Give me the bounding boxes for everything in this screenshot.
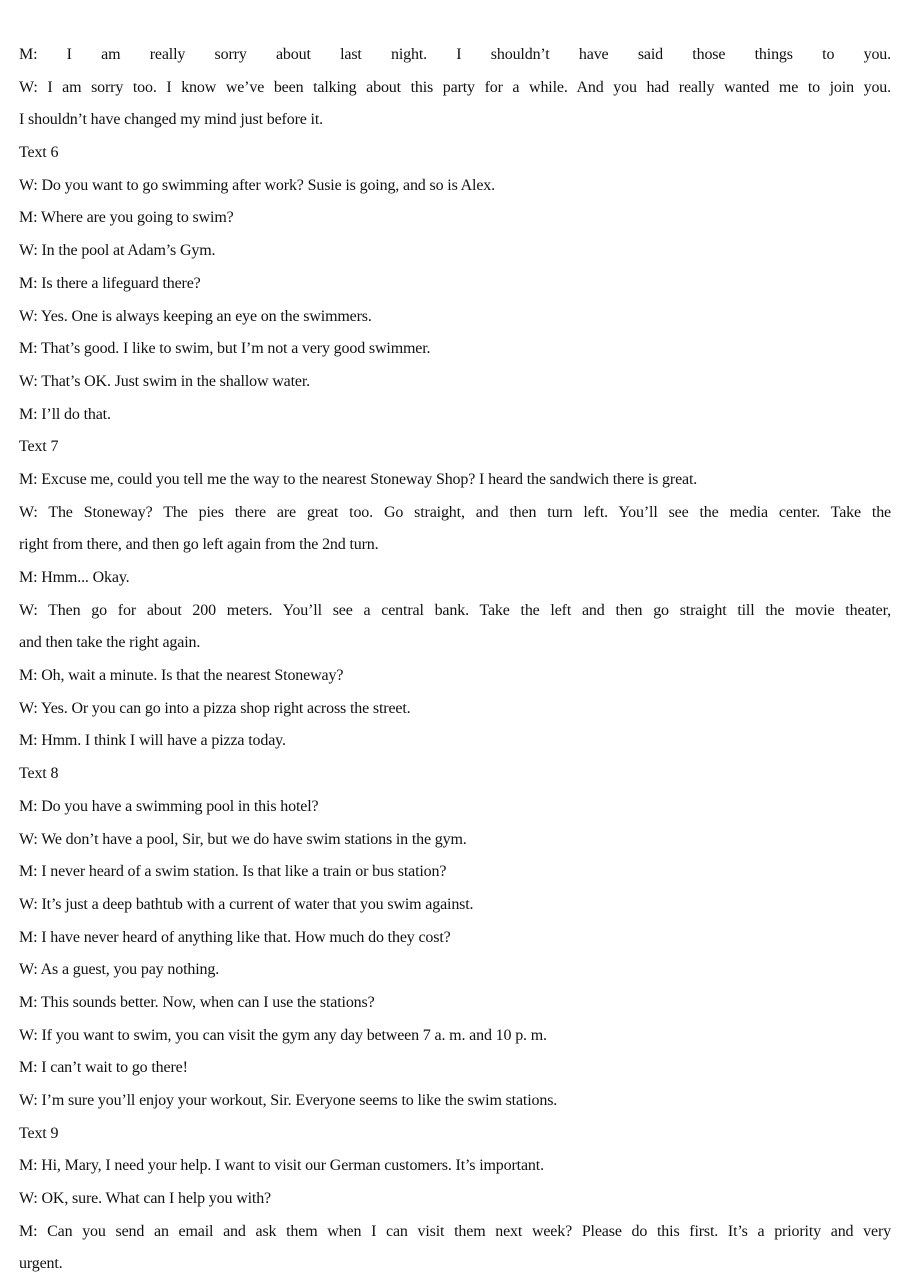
dialogue-line: W: That’s OK. Just swim in the shallow water.	[19, 372, 311, 390]
section-heading-text-7: Text 7	[19, 438, 59, 456]
dialogue-line: M: Excuse me, could you tell me the way to the nearest Stoneway Shop? I heard the sandwich there is great.	[19, 470, 698, 488]
dialogue-line: M: Oh, wait a minute. Is that the nearest Stoneway?	[19, 667, 344, 685]
dialogue-line: W: The Stoneway? The pies there are great too. Go straight, and then turn left. You’ll see the media center. Take the	[19, 503, 891, 521]
dialogue-line: M: Do you have a swimming pool in this hotel?	[19, 797, 319, 815]
dialogue-line: M: I am really sorry about last night. I shouldn’t have said those things to you.	[19, 46, 891, 63]
dialogue-line: M: Can you send an email and ask them when I can visit them next week? Please do this first. It’s a priority and very	[19, 1222, 891, 1240]
dialogue-line: W: It’s just a deep bathtub with a current of water that you swim against.	[19, 895, 474, 913]
dialogue-line: W: We don’t have a pool, Sir, but we do have swim stations in the gym.	[19, 830, 467, 848]
dialogue-line: W: Yes. Or you can go into a pizza shop right across the street.	[19, 699, 411, 717]
dialogue-line: W: In the pool at Adam’s Gym.	[19, 242, 216, 260]
dialogue-line: M: Hmm. I think I will have a pizza today.	[19, 732, 286, 750]
dialogue-line: W: Yes. One is always keeping an eye on the swimmers.	[19, 307, 372, 325]
dialogue-line: W: OK, sure. What can I help you with?	[19, 1190, 272, 1208]
dialogue-line: M: Is there a lifeguard there?	[19, 274, 201, 292]
dialogue-line: M: Where are you going to swim?	[19, 209, 234, 227]
dialogue-line: W: As a guest, you pay nothing.	[19, 961, 220, 979]
dialogue-line: urgent.	[19, 1255, 63, 1273]
dialogue-line: W: I am sorry too. I know we’ve been talking about this party for a while. And you had really wanted me to join you.	[19, 78, 891, 96]
dialogue-line: M: I can’t wait to go there!	[19, 1059, 188, 1077]
transcript-document	[19, 44, 891, 1286]
dialogue-line: M: That’s good. I like to swim, but I’m not a very good swimmer.	[19, 340, 431, 358]
section-heading-text-9: Text 9	[19, 1124, 59, 1142]
dialogue-line: M: Hmm... Okay.	[19, 569, 130, 586]
dialogue-line: I shouldn’t have changed my mind just before it.	[19, 111, 323, 129]
dialogue-line: W: If you want to swim, you can visit the gym any day between 7 a. m. and 10 p. m.	[19, 1026, 547, 1044]
dialogue-line: M: I never heard of a swim station. Is that like a train or bus station?	[19, 863, 447, 881]
dialogue-line: M: Hi, Mary, I need your help. I want to visit our German customers. It’s important.	[19, 1157, 544, 1175]
dialogue-line: M: I’ll do that.	[19, 405, 111, 423]
dialogue-line: M: I have never heard of anything like that. How much do they cost?	[19, 928, 451, 946]
dialogue-line: M: This sounds better. Now, when can I use the stations?	[19, 993, 375, 1011]
section-heading-text-8: Text 8	[19, 765, 59, 783]
dialogue-line: W: I’m sure you’ll enjoy your workout, Sir. Everyone seems to like the swim stations.	[19, 1092, 558, 1109]
dialogue-line: W: Then go for about 200 meters. You’ll see a central bank. Take the left and then go straight till the movie theater,	[19, 601, 891, 619]
section-heading-text-6: Text 6	[19, 144, 59, 162]
dialogue-line: right from there, and then go left again from the 2nd turn.	[19, 536, 379, 554]
dialogue-line: and then take the right again.	[19, 634, 201, 652]
dialogue-line: W: Do you want to go swimming after work? Susie is going, and so is Alex.	[19, 176, 495, 194]
